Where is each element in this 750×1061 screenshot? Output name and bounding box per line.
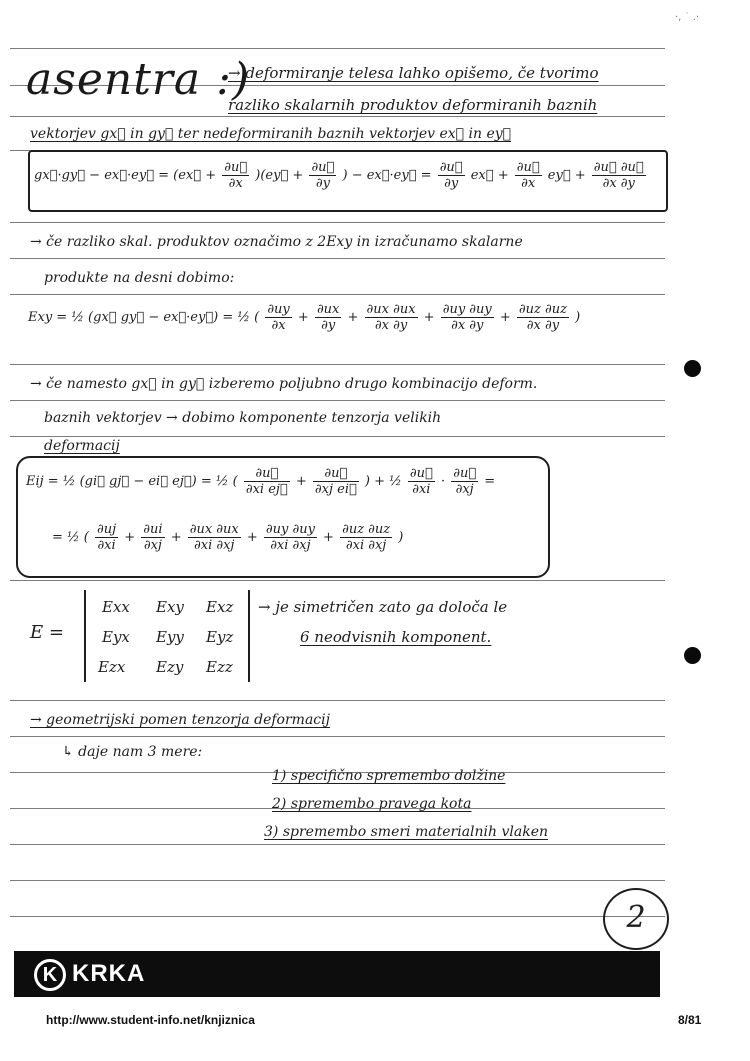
rule-line: [10, 400, 665, 401]
text3-line-1: → če namesto gx⃗ in gy⃗ izberemo poljubno drugo kombinacijo deform.: [30, 376, 538, 392]
geometry-heading: → geometrijski pomen tenzorja deformacij: [30, 712, 330, 728]
eq3-frac: $\frac{\partial uy \partial uy}{\partial xi \partial xj}$: [265, 522, 315, 553]
eq1-rhs: ) − ex⃗·ey⃗ =: [342, 168, 432, 183]
eq2-frac: $\frac{\partial ux}{\partial y}$: [316, 302, 340, 333]
rule-line: [10, 294, 665, 295]
geometry-sub: ↳ daje nam 3 mere:: [62, 744, 203, 760]
rule-line: [10, 916, 665, 917]
rule-line: [10, 880, 665, 881]
rule-line: [10, 116, 665, 117]
eq3-lhs: Eij = ½ (gi⃗ gj⃗ − ei⃗ ej⃗) = ½ (: [26, 474, 238, 489]
equation-3-line-1: Eij = ½ (gi⃗ gj⃗ − ei⃗ ej⃗) = ½ ( $\frac{\partial u⃗}{\text{∂xi ej⃗}}$ + $\frac{\partial u⃗}{\text{∂xj ei⃗}}$ ) + ½ $\frac{\partial u⃗}{\partial xi}$ · $\frac{\partial u⃗}{\partial xj}$ =: [26, 466, 496, 497]
eq3-mid: ) + ½: [364, 474, 402, 489]
matrix-cell: Exx: [102, 598, 130, 616]
rule-line: [10, 736, 665, 737]
rule-line: [10, 48, 665, 49]
text2-line-2: produkte na desni dobimo:: [44, 270, 235, 286]
eq3-end: =: [484, 474, 496, 489]
rule-line: [10, 436, 665, 437]
eq3-line2-lhs: = ½ (: [52, 530, 89, 545]
rule-line: [10, 222, 665, 223]
intro-line-2: razliko skalarnih produktov deformiranih baznih: [228, 96, 598, 114]
punch-hole: [684, 647, 701, 664]
matrix-note-line-2: 6 neodvisnih komponent.: [300, 628, 492, 646]
krka-logo-icon: K: [34, 959, 66, 991]
matrix-cell: Exz: [206, 598, 234, 616]
text3-line-3: deformacij: [44, 438, 120, 454]
eq3-frac: $\frac{\partial uj}{\partial xi}$: [96, 522, 117, 553]
eq2-frac: $\frac{\partial uy \partial uy}{\partial x \partial y}$: [442, 302, 492, 333]
page-counter: 8/81: [678, 1013, 702, 1027]
eq1-frac: $\frac{\partial u⃗}{\partial x}$: [516, 160, 540, 191]
equation-2: Exy = ½ (gx⃗ gy⃗ − ex⃗·ey⃗) = ½ ( $\frac{\partial uy}{\partial x}$ + $\frac{\partial ux}{\partial y}$ + $\frac{\partial ux \partial ux}{\partial x \partial y}$ + $\frac{\partial uy \partial uy}{\partial x \partial y}$ + $\frac{\partial uz \partial uz}{\partial x \partial y}$ ): [28, 302, 581, 333]
matrix-cell: Exy: [156, 598, 184, 616]
brand-name: KRKA: [72, 960, 146, 987]
eq1-ey: ey⃗ +: [547, 168, 586, 183]
matrix-note-line-1: → je simetričen zato ga določa le: [258, 598, 508, 616]
source-link[interactable]: http://www.student-info.net/knjiznica: [46, 1013, 255, 1027]
equation-3-line-2: = ½ ( $\frac{\partial uj}{\partial xi}$ + $\frac{\partial ui}{\partial xj}$ + $\frac{\partial ux \partial ux}{\partial xi \partial xj}$ + $\frac{\partial uy \partial uy}{\partial xi \partial xj}$ + $\frac{\partial uz \partial uz}{\partial xi \partial xj}$ ): [52, 522, 404, 553]
rule-line: [10, 364, 665, 365]
strain-tensor-matrix: [84, 590, 250, 682]
eq3-frac: $\frac{\partial u⃗}{\partial xj}$: [453, 466, 477, 497]
eq1-mid: )(ey⃗ +: [255, 168, 304, 183]
equation-1: [34, 160, 648, 191]
rule-line: [10, 258, 665, 259]
scan-specks: ·, ˙ .·: [675, 12, 700, 23]
geometry-item: 2) spremembo pravega kota: [272, 796, 472, 812]
eq3-frac: $\frac{\partial u⃗}{\text{∂xj ei⃗}}$: [314, 466, 357, 497]
matrix-cell: Eyy: [156, 628, 184, 646]
eq2-frac: $\frac{\partial ux \partial ux}{\partial x \partial y}$: [366, 302, 416, 333]
eq1-frac: $\frac{\partial u⃗}{\partial x}$: [224, 160, 248, 191]
geometry-item: 3) spremembo smeri materialnih vlaken: [264, 824, 548, 840]
eq3-frac: $\frac{\partial ui}{\partial xj}$: [143, 522, 163, 553]
rule-line: [10, 580, 665, 581]
matrix-cell: Eyz: [206, 628, 234, 646]
circled-page-number: 2: [603, 888, 669, 950]
intro-line-1: → deformiranje telesa lahko opišemo, če tvorimo: [228, 64, 599, 82]
rule-line: [10, 844, 665, 845]
eq3-frac: $\frac{\partial uz \partial uz}{\partial xi \partial xj}$: [342, 522, 391, 553]
rule-line: [10, 700, 665, 701]
eq2-frac: $\frac{\partial uy}{\partial x}$: [267, 302, 290, 333]
matrix-label: E =: [30, 622, 64, 643]
krka-footer-bar: [14, 951, 660, 997]
eq3-frac: $\frac{\partial u⃗}{\partial xi}$: [409, 466, 433, 497]
matrix-cell: Ezz: [206, 658, 233, 676]
eq3-frac: $\frac{\partial ux \partial ux}{\partial xi \partial xj}$: [189, 522, 239, 553]
eq2-lhs: Exy = ½ (gx⃗ gy⃗ − ex⃗·ey⃗) = ½ (: [28, 310, 260, 325]
eq2-frac: $\frac{\partial uz \partial uz}{\partial x \partial y}$: [518, 302, 567, 333]
eq3-frac: $\frac{\partial u⃗}{\text{∂xi ej⃗}}$: [245, 466, 288, 497]
text3-line-2: baznih vektorjev → dobimo komponente tenzorja velikih: [44, 410, 442, 426]
matrix-cell: Ezy: [156, 658, 184, 676]
matrix-cell: Ezx: [98, 658, 126, 676]
text2-line-1: → če razliko skal. produktov označimo z 2Exy in izračunamo skalarne: [30, 234, 523, 250]
page-title: asentra :): [26, 54, 251, 105]
geometry-item: 1) specifično spremembo dolžine: [272, 768, 506, 784]
eq1-frac: $\frac{\partial u⃗}{\partial y}$: [311, 160, 335, 191]
eq1-frac: $\frac{\partial u⃗}{\partial y}$: [439, 160, 463, 191]
eq1-lhs: gx⃗·gy⃗ − ex⃗·ey⃗ = (ex⃗ +: [34, 168, 217, 183]
eq1-frac: $\frac{\partial u⃗ \partial u⃗}{\partial x \partial y}$: [593, 160, 644, 191]
matrix-cell: Eyx: [102, 628, 130, 646]
intro-line-3: vektorjev gx⃗ in gy⃗ ter nedeformiranih baznih vektorjev ex⃗ in ey⃗: [30, 126, 512, 142]
punch-hole: [684, 360, 701, 377]
eq1-ex: ex⃗ +: [470, 168, 509, 183]
